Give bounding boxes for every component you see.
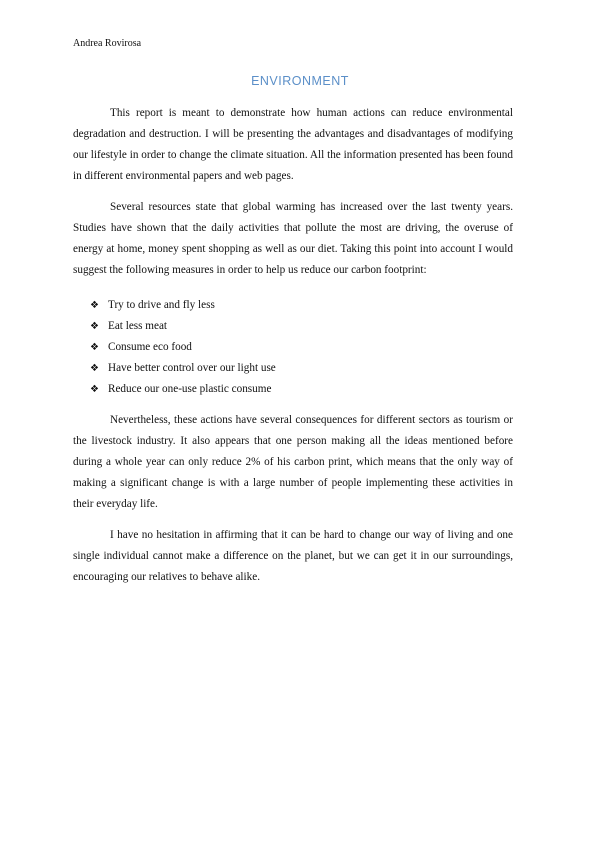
list-item [90,358,513,379]
list-item-text: Try to drive and fly less [108,299,215,311]
list-item-text: Reduce our one-use plastic consume [108,383,272,395]
document-body [73,103,513,598]
list-item [90,316,513,337]
list-item [90,337,513,358]
diamond-bullet-icon: ❖ [90,384,99,395]
diamond-bullet-icon: ❖ [90,300,99,311]
list-item-text: Consume eco food [108,341,192,353]
list-item-text: Have better control over our light use [108,362,276,374]
diamond-bullet-icon: ❖ [90,321,99,332]
paragraph-conclusion: I have no hesitation in affirming that it can be hard to change our way of living and one single individual cannot make a difference on the planet, but we can get it in our surroundings, encouraging our relatives to behave alike. [73,529,513,583]
list-item-text: Eat less meat [108,320,168,332]
list-item [90,379,513,400]
paragraph-resources: Several resources state that global warming has increased over the last twenty years. Studies have shown that the daily activities that pollute the most are driving, the overuse of energy at home, money spent shopping as well as our diet. Taking this point into account I would suggest the following measures in order to help us reduce our carbon footprint: [73,201,513,276]
paragraph-consequences: Nevertheless, these actions have several consequences for different sectors as tourism or the livestock industry. It also appears that one person making all the ideas mentioned before during a whole year can only reduce 2% of his carbon print, which means that the only way of making a significant change is with a large number of people implementing these activities in their everyday life. [73,414,513,510]
paragraph-intro: This report is meant to demonstrate how human actions can reduce environmental degradation and destruction. I will be presenting the advantages and disadvantages of modifying our lifestyle in order to change the climate situation. All the information presented has been found in different environmental papers and web pages. [73,107,513,182]
diamond-bullet-icon: ❖ [90,342,99,353]
header-author: Andrea Rovirosa [73,38,142,49]
document-title: ENVIRONMENT [251,74,349,88]
measures-list [73,295,513,400]
list-item [90,295,513,316]
diamond-bullet-icon: ❖ [90,363,99,374]
